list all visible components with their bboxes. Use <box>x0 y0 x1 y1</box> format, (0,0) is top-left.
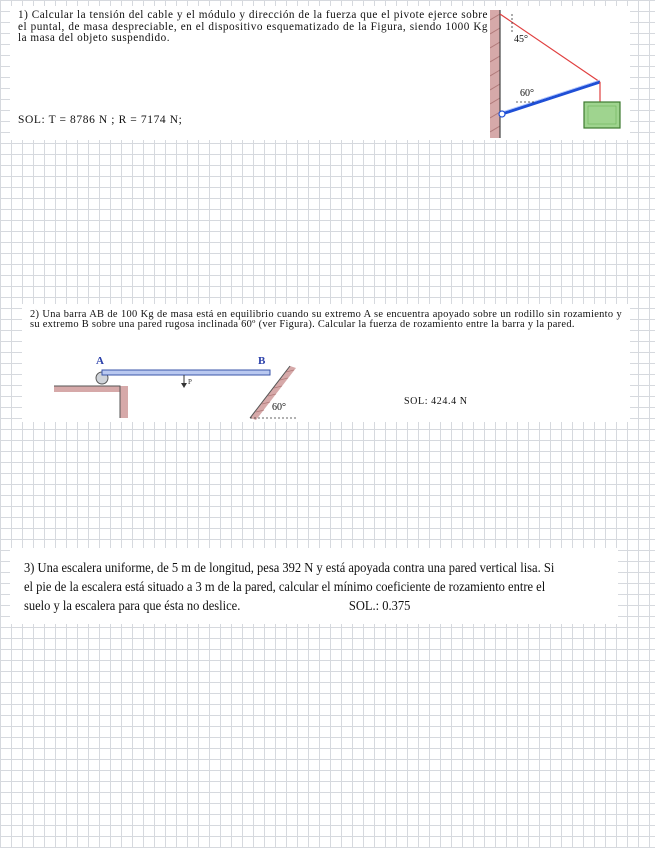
label-b: B <box>258 355 266 367</box>
problem-3-panel <box>10 548 618 624</box>
problem-3-text <box>24 558 565 615</box>
cable <box>500 14 600 82</box>
problem-3-solution: SOL.: 0.375 <box>348 598 411 613</box>
problem-2-panel <box>22 304 630 422</box>
problem-1-panel <box>10 6 630 140</box>
angle-label-60: 60° <box>272 402 286 413</box>
problem-2-figure <box>54 346 314 422</box>
problem-1-solution: SOL: T = 8786 N ; R = 7174 N; <box>18 114 183 126</box>
ledge <box>54 386 128 392</box>
problem-2-text: 2) Una barra AB de 100 Kg de masa está en equilibrio cuando su extremo A se encuentra apoyado sobre un rodillo sin rozamiento y su extremo B sobre una pared rugosa inclinada 60º (ver Figura). Calcular la fuerza de rozamiento entre la barra y la pared. <box>30 309 622 330</box>
angle-label-60: 60° <box>520 88 534 99</box>
angle-label-45: 45° <box>514 34 528 45</box>
problem-3-statement: 3) Una escalera uniforme, de 5 m de longitud, pesa 392 N y está apoyada contra una pared vertical lisa. Si el pie de la escalera está situado a 3 m de la pared, calcular el mínimo coeficiente de rozamiento entre el suelo y la escalera para que ésta no deslice. <box>24 560 555 613</box>
bar-ab <box>102 370 270 375</box>
problem-1-text: 1) Calcular la tensión del cable y el módulo y dirección de la fuerza que el pivote ejerce sobre el puntal, de masa despreciable, en el dispositivo esquematizado de la Figura, siendo 1000 Kg la masa del objeto suspendido. <box>18 9 488 45</box>
label-p: P <box>188 378 192 386</box>
problem-1-figure <box>490 6 625 140</box>
label-a: A <box>96 355 104 367</box>
problem-2-solution: SOL: 424.4 N <box>404 396 468 407</box>
pivot <box>499 111 505 117</box>
